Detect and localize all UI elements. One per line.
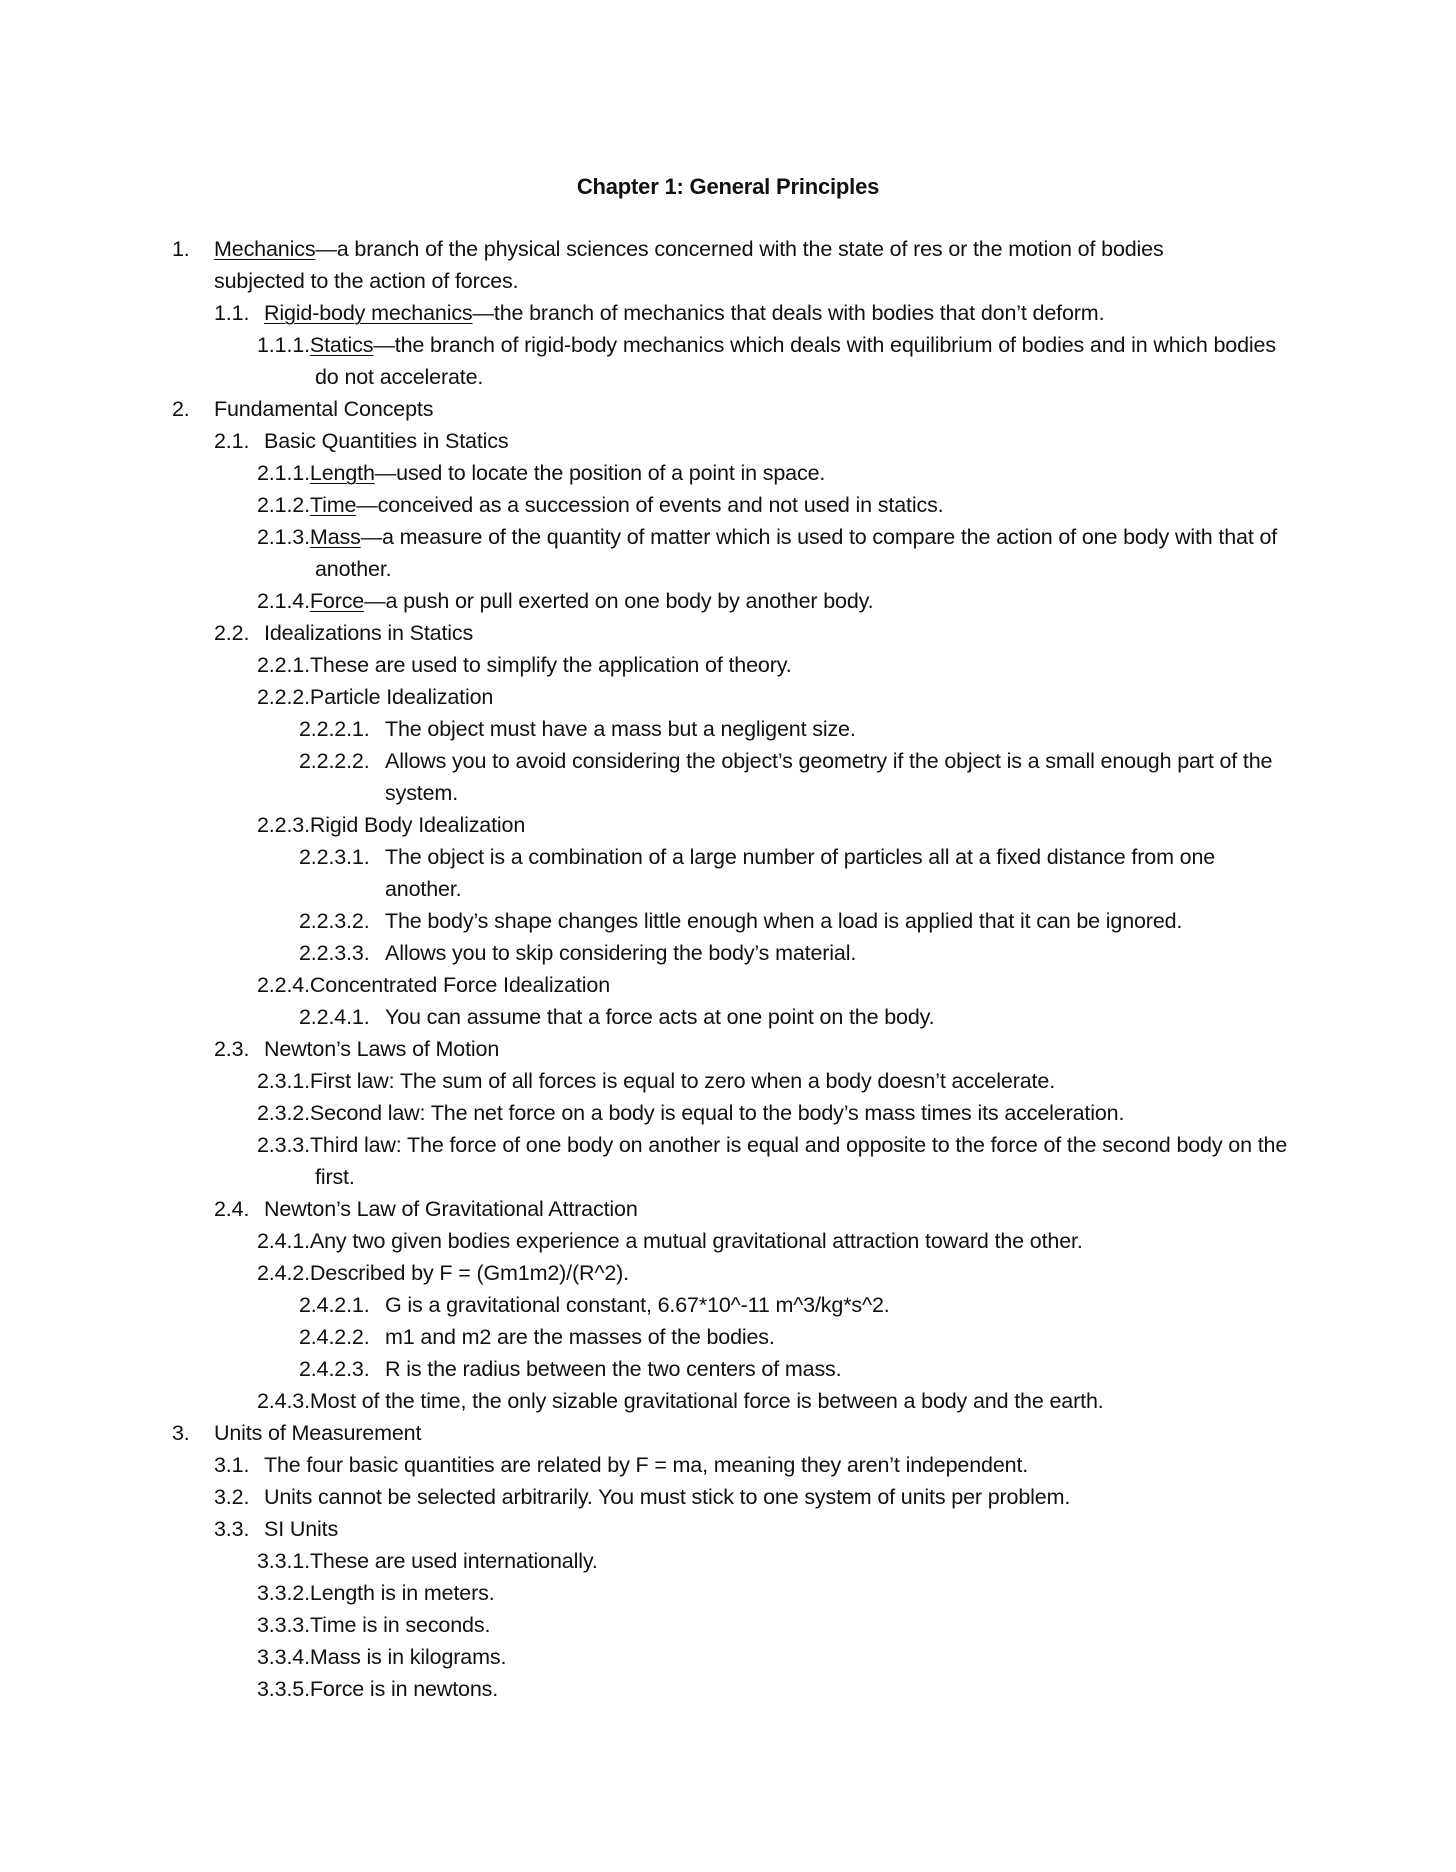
outline-item-text xyxy=(385,1321,1295,1353)
outline-item-number: 2.3.3. xyxy=(257,1133,310,1157)
outline-item-text xyxy=(214,393,1254,425)
outline-item-text xyxy=(257,1673,1295,1705)
outline-item xyxy=(0,1097,1456,1129)
outline-item-text xyxy=(385,841,1295,905)
outline-item-body: —a branch of the physical sciences concerned with the state of res or the motion of bodies subjected to the action of forces. xyxy=(214,237,1164,293)
outline-item xyxy=(0,1545,1456,1577)
outline-item-text xyxy=(257,489,1295,521)
outline-item-number: 2.4.3. xyxy=(257,1389,310,1413)
outline-item-body: Force is in newtons. xyxy=(309,1677,499,1701)
outline-item-number: 1.1.1. xyxy=(257,333,310,357)
outline-item-number: 2.4.2.3. xyxy=(299,1357,370,1381)
outline-item-body: Concentrated Force Idealization xyxy=(309,973,611,997)
outline-item-number: 2.2.2.2. xyxy=(299,749,370,773)
outline-item-number: 2.4.1. xyxy=(257,1229,310,1253)
outline-item-body: —a push or pull exerted on one body by another body. xyxy=(364,589,874,613)
outline-item-body: G is a gravitational constant, 6.67*10^-11 m^3/kg*s^2. xyxy=(385,1293,890,1317)
outline-item-body: Time is in seconds. xyxy=(309,1613,491,1637)
outline-item xyxy=(0,1385,1456,1417)
outline-item xyxy=(0,809,1456,841)
outline-item-number: 2.3.2. xyxy=(257,1101,310,1125)
outline-item-text xyxy=(257,1065,1295,1097)
outline-item xyxy=(0,905,1456,937)
outline-item-body: The object must have a mass but a negligent size. xyxy=(385,717,856,741)
outline-item-number: 1. xyxy=(172,237,190,261)
defined-term: Length xyxy=(309,461,375,485)
outline-item xyxy=(0,1353,1456,1385)
outline-item xyxy=(0,1321,1456,1353)
outline-list xyxy=(0,233,1456,1705)
outline-item-number: 3.3.3. xyxy=(257,1613,310,1637)
outline-item xyxy=(0,489,1456,521)
outline-item xyxy=(0,969,1456,1001)
defined-term: Time xyxy=(309,493,357,517)
outline-item-body: First law: The sum of all forces is equal to zero when a body doesn’t accelerate. xyxy=(309,1069,1056,1093)
outline-item xyxy=(0,393,1456,425)
outline-item-number: 2. xyxy=(172,397,190,421)
outline-item-text xyxy=(264,297,1274,329)
outline-item xyxy=(0,1481,1456,1513)
outline-item-body: Units cannot be selected arbitrarily. You must stick to one system of units per problem. xyxy=(264,1485,1071,1509)
defined-term: Statics xyxy=(309,333,374,357)
outline-item-text xyxy=(257,1577,1295,1609)
outline-item-number: 3.2. xyxy=(214,1485,250,1509)
outline-item xyxy=(0,1065,1456,1097)
outline-item xyxy=(0,1001,1456,1033)
outline-item xyxy=(0,745,1456,809)
outline-item xyxy=(0,1641,1456,1673)
outline-item xyxy=(0,1129,1456,1193)
outline-item-body: Second law: The net force on a body is equal to the body’s mass times its acceleration. xyxy=(309,1101,1125,1125)
outline-item-body: Units of Measurement xyxy=(214,1421,422,1445)
outline-item-number: 3.3.1. xyxy=(257,1549,310,1573)
outline-item-number: 3.3.4. xyxy=(257,1645,310,1669)
outline-item xyxy=(0,1577,1456,1609)
outline-item-text xyxy=(257,329,1295,393)
outline-item-body: These are used internationally. xyxy=(309,1549,598,1573)
outline-item-number: 2.1. xyxy=(214,429,250,453)
outline-item-body: —used to locate the position of a point in space. xyxy=(374,461,826,485)
outline-item-text xyxy=(257,1129,1295,1193)
outline-item-body: Length is in meters. xyxy=(309,1581,495,1605)
outline-item-body: Rigid Body Idealization xyxy=(309,813,526,837)
outline-item-body: The body’s shape changes little enough when a load is applied that it can be ignored. xyxy=(385,909,1183,933)
outline-item-text xyxy=(264,1193,1274,1225)
outline-item xyxy=(0,233,1456,297)
outline-item-body: The object is a combination of a large number of particles all at a fixed distance from one another. xyxy=(385,845,1216,901)
outline-item-body: Particle Idealization xyxy=(309,685,494,709)
outline-item-number: 2.2.3. xyxy=(257,813,310,837)
outline-item-text xyxy=(257,809,1295,841)
outline-item-body: SI Units xyxy=(264,1517,339,1541)
outline-item-text xyxy=(385,1353,1295,1385)
outline-item-number: 2.2. xyxy=(214,621,250,645)
outline-item-body: —conceived as a succession of events and not used in statics. xyxy=(356,493,944,517)
page-title: Chapter 1: General Principles xyxy=(576,174,880,199)
outline-item-number: 2.4. xyxy=(214,1197,250,1221)
outline-item-number: 3.3.5. xyxy=(257,1677,310,1701)
outline-item xyxy=(0,1417,1456,1449)
outline-item-body: You can assume that a force acts at one point on the body. xyxy=(385,1005,935,1029)
outline-item-body: Any two given bodies experience a mutual gravitational attraction toward the other. xyxy=(309,1229,1083,1253)
outline-item xyxy=(0,1257,1456,1289)
outline-item-body: —the branch of rigid-body mechanics which deals with equilibrium of bodies and in which bodies do not accelerate. xyxy=(315,333,1276,389)
outline-item-text xyxy=(257,1225,1295,1257)
outline-item-number: 3.3. xyxy=(214,1517,250,1541)
outline-item-number: 2.2.3.2. xyxy=(299,909,370,933)
outline-item-text xyxy=(214,233,1254,297)
outline-item-body: Mass is in kilograms. xyxy=(309,1645,507,1669)
outline-item-number: 2.1.1. xyxy=(257,461,310,485)
outline-item-text xyxy=(385,1001,1295,1033)
outline-item-text xyxy=(257,1609,1295,1641)
outline-item-number: 2.4.2.1. xyxy=(299,1293,370,1317)
outline-item-text xyxy=(257,1641,1295,1673)
outline-item xyxy=(0,329,1456,393)
outline-item-number: 3.1. xyxy=(214,1453,250,1477)
outline-item-number: 2.1.4. xyxy=(257,589,310,613)
outline-item-text xyxy=(257,1385,1295,1417)
outline-item xyxy=(0,1225,1456,1257)
outline-item-number: 2.2.2.1. xyxy=(299,717,370,741)
outline-item-number: 2.1.3. xyxy=(257,525,310,549)
outline-item-body: The four basic quantities are related by F = ma, meaning they aren’t independent. xyxy=(264,1453,1029,1477)
outline-item-body: Idealizations in Statics xyxy=(264,621,474,645)
outline-item-text xyxy=(385,937,1295,969)
outline-item xyxy=(0,649,1456,681)
outline-item-body: Described by F = (Gm1m2)/(R^2). xyxy=(309,1261,629,1285)
outline-item xyxy=(0,681,1456,713)
outline-item-number: 3. xyxy=(172,1421,190,1445)
outline-item-number: 2.2.4.1. xyxy=(299,1005,370,1029)
outline-item xyxy=(0,585,1456,617)
outline-item-text xyxy=(257,649,1295,681)
outline-item-body: Allows you to avoid considering the object’s geometry if the object is a small enough part of the system. xyxy=(385,749,1273,805)
outline-item xyxy=(0,1609,1456,1641)
outline-item-text xyxy=(257,1257,1295,1289)
outline-item-number: 2.2.3.1. xyxy=(299,845,370,869)
outline-item-number: 2.3.1. xyxy=(257,1069,310,1093)
outline-item-number: 3.3.2. xyxy=(257,1581,310,1605)
outline-item-text xyxy=(257,457,1295,489)
outline-item xyxy=(0,1289,1456,1321)
defined-term: Mechanics xyxy=(214,237,316,261)
outline-item xyxy=(0,457,1456,489)
outline-item-body: These are used to simplify the application of theory. xyxy=(309,653,792,677)
outline-item-text xyxy=(264,425,1274,457)
outline-item-number: 2.2.2. xyxy=(257,685,310,709)
outline-item-body: Newton’s Law of Gravitational Attraction xyxy=(264,1197,638,1221)
outline-item-text xyxy=(264,1449,1274,1481)
outline-item-body: Fundamental Concepts xyxy=(214,397,434,421)
outline-item-body: —a measure of the quantity of matter which is used to compare the action of one body with that of another. xyxy=(315,525,1278,581)
outline-item-body: Most of the time, the only sizable gravitational force is between a body and the earth. xyxy=(309,1389,1104,1413)
outline-item-text xyxy=(264,1033,1274,1065)
defined-term: Rigid-body mechanics xyxy=(264,301,473,325)
defined-term: Mass xyxy=(309,525,361,549)
outline-item-text xyxy=(385,1289,1295,1321)
outline-item-number: 2.1.2. xyxy=(257,493,310,517)
outline-item xyxy=(0,841,1456,905)
outline-item xyxy=(0,425,1456,457)
outline-item xyxy=(0,1513,1456,1545)
outline-item-text xyxy=(257,969,1295,1001)
outline-item xyxy=(0,521,1456,585)
outline-item xyxy=(0,1193,1456,1225)
outline-item-number: 2.2.1. xyxy=(257,653,310,677)
outline-item-number: 2.4.2.2. xyxy=(299,1325,370,1349)
outline-item-text xyxy=(264,617,1274,649)
outline-item xyxy=(0,713,1456,745)
outline-item-body: m1 and m2 are the masses of the bodies. xyxy=(385,1325,775,1349)
outline-item xyxy=(0,1449,1456,1481)
outline-item-number: 2.4.2. xyxy=(257,1261,310,1285)
outline-item-body: Allows you to skip considering the body’s material. xyxy=(385,941,857,965)
outline-item-body: Newton’s Laws of Motion xyxy=(264,1037,500,1061)
outline-item-number: 2.2.3.3. xyxy=(299,941,370,965)
outline-item xyxy=(0,297,1456,329)
outline-item-number: 2.3. xyxy=(214,1037,250,1061)
defined-term: Force xyxy=(309,589,365,613)
outline-item-body: Basic Quantities in Statics xyxy=(264,429,509,453)
outline-item-body: —the branch of mechanics that deals with bodies that don’t deform. xyxy=(472,301,1105,325)
outline-item-text xyxy=(257,521,1295,585)
outline-item-body: R is the radius between the two centers of mass. xyxy=(385,1357,842,1381)
outline-item-body: Third law: The force of one body on another is equal and opposite to the force of the second body on the first. xyxy=(309,1133,1288,1189)
outline-item-text xyxy=(264,1513,1274,1545)
outline-item-text xyxy=(257,585,1295,617)
outline-item xyxy=(0,1673,1456,1705)
outline-item-number: 2.2.4. xyxy=(257,973,310,997)
outline-item-text xyxy=(257,1545,1295,1577)
outline-item xyxy=(0,617,1456,649)
outline-item xyxy=(0,937,1456,969)
outline-item-text xyxy=(214,1417,1254,1449)
outline-item-text xyxy=(257,681,1295,713)
outline-item-number: 1.1. xyxy=(214,301,250,325)
outline-item-text xyxy=(385,745,1295,809)
outline-item-text xyxy=(385,713,1295,745)
outline-item-text xyxy=(385,905,1295,937)
outline-item-text xyxy=(257,1097,1295,1129)
outline-item-text xyxy=(264,1481,1274,1513)
outline-item xyxy=(0,1033,1456,1065)
